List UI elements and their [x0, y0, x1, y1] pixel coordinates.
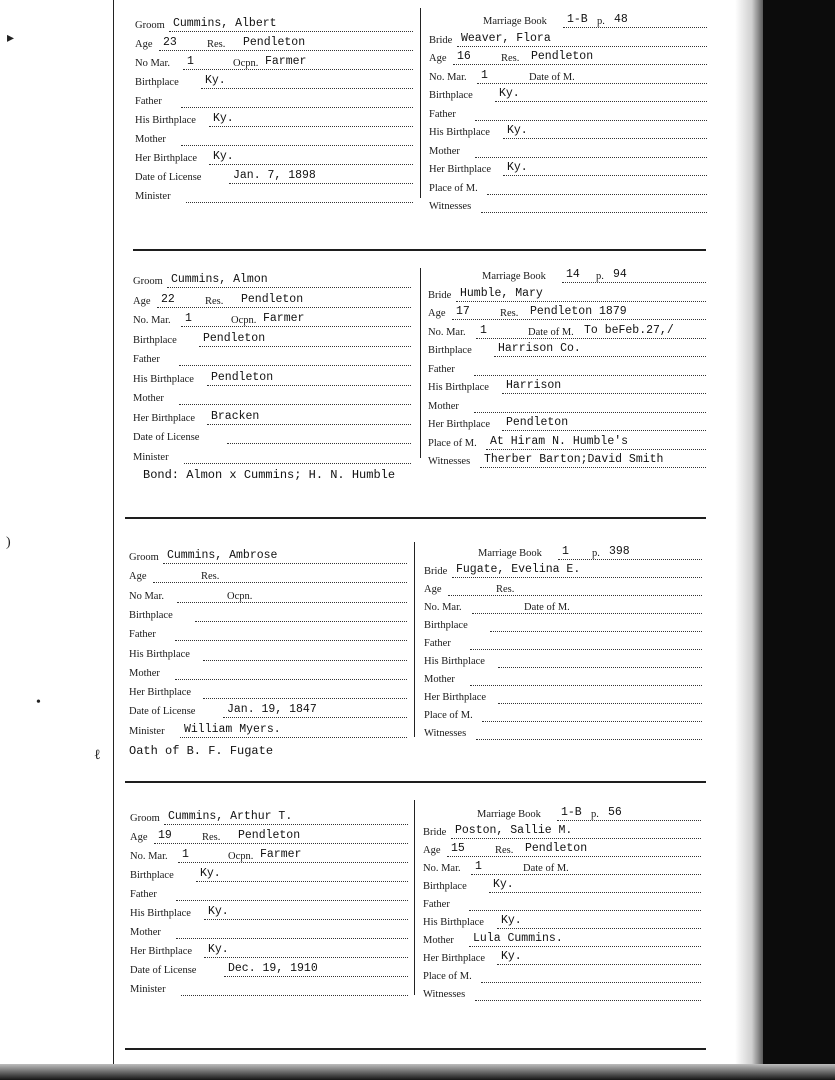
bride-field-line — [494, 356, 706, 357]
groom-label-her-bp: Her Birthplace — [135, 153, 198, 164]
bride-value-dom: To beFeb.27,/ — [584, 324, 674, 337]
bride-value-birthplace: Ky. — [499, 87, 520, 100]
groom-field-line — [177, 602, 407, 603]
groom-field-line — [169, 31, 413, 32]
groom-value-license: Jan. 7, 1898 — [233, 169, 316, 182]
groom-label-ocpn: Ocpn. — [231, 315, 257, 326]
bride-label-nomar: No. Mar. — [423, 863, 461, 874]
groom-value-ocpn: Farmer — [265, 55, 307, 68]
bride-label-nomar: No. Mar. — [428, 327, 466, 338]
groom-label-ocpn: Ocpn. — [227, 591, 253, 602]
groom-label-birthplace: Birthplace — [130, 870, 174, 881]
groom-label-father: Father — [130, 889, 157, 900]
bride-label-bride: Bride — [424, 566, 448, 577]
bride-label-father: Father — [429, 109, 456, 120]
bride-value-place: At Hiram N. Humble's — [490, 435, 629, 448]
bride-field-line — [563, 27, 707, 28]
bride-field-line — [497, 928, 701, 929]
groom-label-groom: Groom — [133, 276, 163, 287]
groom-value-res: Pendleton — [243, 36, 306, 49]
groom-label-groom: Groom — [129, 552, 159, 563]
groom-value-his-bp: Ky. — [208, 905, 229, 918]
bride-value-nomar: 1 — [481, 69, 488, 82]
groom-field-line — [181, 326, 411, 327]
bride-label-book: Marriage Book — [477, 809, 541, 820]
bride-label-his-bp: His Birthplace — [429, 127, 490, 138]
groom-field-line — [183, 69, 413, 70]
bride-field-line — [490, 631, 702, 632]
record-column-divider — [420, 8, 421, 198]
groom-field-line — [164, 824, 408, 825]
bride-value-mother: Lula Cummins. — [473, 932, 563, 945]
groom-field-line — [184, 463, 411, 464]
groom-field-line — [195, 621, 407, 622]
groom-field-line — [175, 679, 407, 680]
groom-value-birthplace: Ky. — [205, 74, 226, 87]
bride-field-line — [481, 982, 701, 983]
bride-field-line — [502, 393, 706, 394]
bride-value-nomar: 1 — [480, 324, 487, 337]
bride-field-line — [474, 412, 706, 413]
groom-value-her-bp: Ky. — [208, 943, 229, 956]
groom-value-groom: Cummins, Arthur T. — [168, 810, 293, 823]
bride-value-book: 1 — [562, 545, 569, 558]
bride-label-place: Place of M. — [428, 438, 477, 449]
groom-field-line — [181, 995, 408, 996]
bride-field-line — [497, 964, 701, 965]
groom-label-father: Father — [133, 354, 160, 365]
bride-field-line — [477, 83, 707, 84]
record-column-divider — [414, 800, 415, 995]
bride-label-witnesses: Witnesses — [423, 989, 466, 1000]
groom-label-license: Date of License — [130, 965, 197, 976]
bride-label-bride: Bride — [423, 827, 447, 838]
groom-field-line — [203, 698, 407, 699]
groom-field-line — [163, 563, 407, 564]
groom-value-her-bp: Bracken — [211, 410, 260, 423]
bride-label-her-bp: Her Birthplace — [429, 164, 492, 175]
bride-label-res: Res. — [501, 53, 520, 64]
bride-label-bride: Bride — [429, 35, 453, 46]
bride-field-line — [482, 721, 702, 722]
groom-field-line — [209, 126, 413, 127]
bride-label-mother: Mother — [429, 146, 460, 157]
groom-field-line — [229, 183, 413, 184]
bride-field-line — [487, 194, 707, 195]
groom-field-line — [204, 919, 408, 920]
groom-label-res: Res. — [201, 571, 220, 582]
groom-label-groom: Groom — [135, 20, 165, 31]
groom-value-birthplace: Ky. — [200, 867, 221, 880]
bride-field-line — [562, 282, 706, 283]
bride-label-father: Father — [423, 899, 450, 910]
bride-value-page: 48 — [614, 13, 628, 26]
bride-label-age: Age — [428, 308, 446, 319]
groom-label-license: Date of License — [135, 172, 202, 183]
bride-label-place: Place of M. — [424, 710, 473, 721]
bride-value-her-bp: Ky. — [507, 161, 528, 174]
bride-label-dom: Date of M. — [523, 863, 569, 874]
bride-label-book: Marriage Book — [478, 548, 542, 559]
groom-field-line — [199, 346, 411, 347]
bride-value-page: 398 — [609, 545, 630, 558]
bride-field-line — [452, 577, 702, 578]
groom-label-minister: Minister — [129, 726, 165, 737]
groom-field-line — [224, 976, 408, 977]
bride-value-res: Pendleton — [525, 842, 588, 855]
groom-field-line — [157, 307, 411, 308]
record-separator — [125, 781, 706, 783]
bride-field-line — [495, 101, 707, 102]
bride-label-res: Res. — [495, 845, 514, 856]
bride-label-dom: Date of M. — [524, 602, 570, 613]
groom-label-her-bp: Her Birthplace — [130, 946, 193, 957]
bride-value-her-bp: Pendleton — [506, 416, 569, 429]
bride-label-birthplace: Birthplace — [424, 620, 468, 631]
record-column-divider — [414, 542, 415, 737]
groom-label-res: Res. — [205, 296, 224, 307]
groom-label-groom: Groom — [130, 813, 160, 824]
bride-value-bride: Poston, Sallie M. — [455, 824, 573, 837]
bride-label-age: Age — [429, 53, 447, 64]
bride-label-age: Age — [423, 845, 441, 856]
groom-label-nomar: No. Mar. — [133, 315, 171, 326]
bride-label-place: Place of M. — [429, 183, 478, 194]
groom-value-res: Pendleton — [241, 293, 304, 306]
bride-field-line — [503, 175, 707, 176]
groom-label-res: Res. — [202, 832, 221, 843]
groom-label-his-bp: His Birthplace — [130, 908, 191, 919]
record-column-divider — [420, 268, 421, 458]
scan-edge-black — [763, 0, 835, 1080]
record-separator — [125, 1048, 706, 1050]
record-separator — [133, 249, 706, 251]
groom-label-his-bp: His Birthplace — [135, 115, 196, 126]
bride-value-age: 15 — [451, 842, 465, 855]
groom-label-father: Father — [135, 96, 162, 107]
bride-field-line — [481, 212, 707, 213]
groom-field-line — [179, 404, 411, 405]
groom-label-birthplace: Birthplace — [135, 77, 179, 88]
groom-label-nomar: No Mar. — [129, 591, 164, 602]
bride-value-res: Pendleton 1879 — [530, 305, 627, 318]
bride-value-witnesses: Therber Barton;David Smith — [484, 453, 664, 466]
bride-label-res: Res. — [500, 308, 519, 319]
groom-field-line — [178, 862, 408, 863]
margin-mark: • — [36, 695, 41, 710]
groom-value-license: Dec. 19, 1910 — [228, 962, 318, 975]
bride-field-line — [469, 946, 701, 947]
groom-label-mother: Mother — [129, 668, 160, 679]
groom-value-his-bp: Pendleton — [211, 371, 274, 384]
scan-bottom-edge — [0, 1064, 835, 1080]
bride-label-page: p. — [592, 548, 600, 559]
record-separator — [125, 517, 706, 519]
bride-value-birthplace: Harrison Co. — [498, 342, 581, 355]
left-margin-rule — [113, 0, 114, 1064]
groom-label-birthplace: Birthplace — [133, 335, 177, 346]
bride-field-line — [452, 319, 706, 320]
groom-value-minister: William Myers. — [184, 723, 281, 736]
groom-label-age: Age — [130, 832, 148, 843]
bride-label-bride: Bride — [428, 290, 452, 301]
groom-field-line — [201, 88, 413, 89]
groom-value-his-bp: Ky. — [213, 112, 234, 125]
bride-field-line — [557, 820, 701, 821]
groom-value-age: 23 — [163, 36, 177, 49]
bride-field-line — [456, 301, 706, 302]
bride-label-birthplace: Birthplace — [428, 345, 472, 356]
bride-label-her-bp: Her Birthplace — [424, 692, 487, 703]
bride-label-witnesses: Witnesses — [424, 728, 467, 739]
groom-label-license: Date of License — [129, 706, 196, 717]
bride-value-page: 94 — [613, 268, 627, 281]
groom-label-nomar: No Mar. — [135, 58, 170, 69]
groom-label-mother: Mother — [130, 927, 161, 938]
bride-field-line — [502, 430, 706, 431]
bride-value-page: 56 — [608, 806, 622, 819]
groom-field-line — [223, 717, 407, 718]
bride-label-page: p. — [596, 271, 604, 282]
bride-label-dom: Date of M. — [529, 72, 575, 83]
bride-value-age: 16 — [457, 50, 471, 63]
bride-field-line — [475, 1000, 701, 1001]
bride-field-line — [489, 892, 701, 893]
bride-field-line — [470, 649, 702, 650]
bride-label-book: Marriage Book — [482, 271, 546, 282]
scan-edge-shadow — [735, 0, 763, 1080]
groom-label-age: Age — [129, 571, 147, 582]
record-note: Oath of B. F. Fugate — [129, 744, 274, 758]
bride-field-line — [447, 856, 701, 857]
groom-value-res: Pendleton — [238, 829, 301, 842]
groom-value-groom: Cummins, Albert — [173, 17, 277, 30]
groom-value-nomar: 1 — [185, 312, 192, 325]
bride-field-line — [471, 874, 701, 875]
bride-field-line — [480, 467, 706, 468]
groom-value-nomar: 1 — [182, 848, 189, 861]
bride-field-line — [558, 559, 702, 560]
groom-field-line — [175, 640, 407, 641]
groom-field-line — [207, 385, 411, 386]
bride-label-page: p. — [597, 16, 605, 27]
bride-field-line — [476, 338, 706, 339]
groom-label-her-bp: Her Birthplace — [129, 687, 192, 698]
groom-field-line — [176, 938, 408, 939]
groom-label-mother: Mother — [135, 134, 166, 145]
bride-field-line — [448, 595, 702, 596]
bride-label-his-bp: His Birthplace — [428, 382, 489, 393]
bride-label-nomar: No. Mar. — [424, 602, 462, 613]
bride-label-res: Res. — [496, 584, 515, 595]
bride-value-her-bp: Ky. — [501, 950, 522, 963]
groom-label-his-bp: His Birthplace — [133, 374, 194, 385]
bride-label-birthplace: Birthplace — [423, 881, 467, 892]
bride-field-line — [476, 739, 702, 740]
bride-label-father: Father — [424, 638, 451, 649]
bride-value-book: 14 — [566, 268, 580, 281]
groom-label-minister: Minister — [133, 452, 169, 463]
groom-field-line — [196, 881, 408, 882]
margin-mark: ℓ — [94, 748, 101, 763]
bride-label-his-bp: His Birthplace — [424, 656, 485, 667]
groom-value-license: Jan. 19, 1847 — [227, 703, 317, 716]
bride-label-book: Marriage Book — [483, 16, 547, 27]
bride-value-bride: Weaver, Flora — [461, 32, 551, 45]
groom-value-age: 22 — [161, 293, 175, 306]
bride-value-bride: Humble, Mary — [460, 287, 543, 300]
bride-field-line — [470, 685, 702, 686]
bride-field-line — [498, 667, 702, 668]
groom-value-age: 19 — [158, 829, 172, 842]
bride-label-dom: Date of M. — [528, 327, 574, 338]
groom-field-line — [153, 582, 407, 583]
bride-label-her-bp: Her Birthplace — [423, 953, 486, 964]
groom-field-line — [209, 164, 413, 165]
groom-value-groom: Cummins, Almon — [171, 273, 268, 286]
bride-field-line — [486, 449, 706, 450]
bride-label-birthplace: Birthplace — [429, 90, 473, 101]
groom-value-ocpn: Farmer — [263, 312, 305, 325]
groom-label-minister: Minister — [135, 191, 171, 202]
groom-value-nomar: 1 — [187, 55, 194, 68]
bride-value-book: 1-B — [561, 806, 582, 819]
bride-field-line — [474, 375, 706, 376]
bride-value-bride: Fugate, Evelina E. — [456, 563, 581, 576]
bride-label-age: Age — [424, 584, 442, 595]
bride-label-page: p. — [591, 809, 599, 820]
groom-value-groom: Cummins, Ambrose — [167, 549, 278, 562]
groom-field-line — [181, 107, 413, 108]
groom-field-line — [181, 145, 413, 146]
groom-field-line — [176, 900, 408, 901]
bride-label-witnesses: Witnesses — [429, 201, 472, 212]
bride-field-line — [475, 120, 707, 121]
bride-field-line — [503, 138, 707, 139]
groom-field-line — [179, 365, 411, 366]
bride-field-line — [457, 46, 707, 47]
bride-label-father: Father — [428, 364, 455, 375]
groom-label-age: Age — [133, 296, 151, 307]
groom-value-her-bp: Ky. — [213, 150, 234, 163]
groom-field-line — [227, 443, 411, 444]
bride-label-mother: Mother — [428, 401, 459, 412]
bride-field-line — [475, 157, 707, 158]
groom-value-ocpn: Farmer — [260, 848, 302, 861]
bride-label-his-bp: His Birthplace — [423, 917, 484, 928]
groom-label-mother: Mother — [133, 393, 164, 404]
bride-value-res: Pendleton — [531, 50, 594, 63]
bride-label-her-bp: Her Birthplace — [428, 419, 491, 430]
groom-label-res: Res. — [207, 39, 226, 50]
bride-label-place: Place of M. — [423, 971, 472, 982]
bride-label-witnesses: Witnesses — [428, 456, 471, 467]
record-note: Bond: Almon x Cummins; H. N. Humble — [143, 468, 396, 482]
bride-field-line — [498, 703, 702, 704]
groom-label-his-bp: His Birthplace — [129, 649, 190, 660]
groom-label-her-bp: Her Birthplace — [133, 413, 196, 424]
groom-label-license: Date of License — [133, 432, 200, 443]
groom-field-line — [159, 50, 413, 51]
groom-field-line — [180, 737, 407, 738]
margin-mark: ▸ — [7, 31, 15, 46]
groom-label-ocpn: Ocpn. — [228, 851, 254, 862]
bride-field-line — [472, 613, 702, 614]
groom-label-age: Age — [135, 39, 153, 50]
bride-value-nomar: 1 — [475, 860, 482, 873]
bride-value-birthplace: Ky. — [493, 878, 514, 891]
groom-field-line — [203, 660, 407, 661]
bride-field-line — [451, 838, 701, 839]
groom-label-birthplace: Birthplace — [129, 610, 173, 621]
groom-label-minister: Minister — [130, 984, 166, 995]
groom-field-line — [167, 287, 411, 288]
groom-label-ocpn: Ocpn. — [233, 58, 259, 69]
groom-field-line — [207, 424, 411, 425]
groom-field-line — [186, 202, 413, 203]
groom-value-birthplace: Pendleton — [203, 332, 266, 345]
bride-label-nomar: No. Mar. — [429, 72, 467, 83]
bride-value-his-bp: Harrison — [506, 379, 562, 392]
margin-mark: ) — [6, 535, 11, 550]
groom-label-nomar: No. Mar. — [130, 851, 168, 862]
bride-label-mother: Mother — [424, 674, 455, 685]
groom-field-line — [154, 843, 408, 844]
bride-value-book: 1-B — [567, 13, 588, 26]
bride-value-his-bp: Ky. — [501, 914, 522, 927]
bride-label-mother: Mother — [423, 935, 454, 946]
bride-value-his-bp: Ky. — [507, 124, 528, 137]
groom-field-line — [204, 957, 408, 958]
bride-field-line — [453, 64, 707, 65]
bride-field-line — [469, 910, 701, 911]
bride-value-age: 17 — [456, 305, 470, 318]
groom-label-father: Father — [129, 629, 156, 640]
